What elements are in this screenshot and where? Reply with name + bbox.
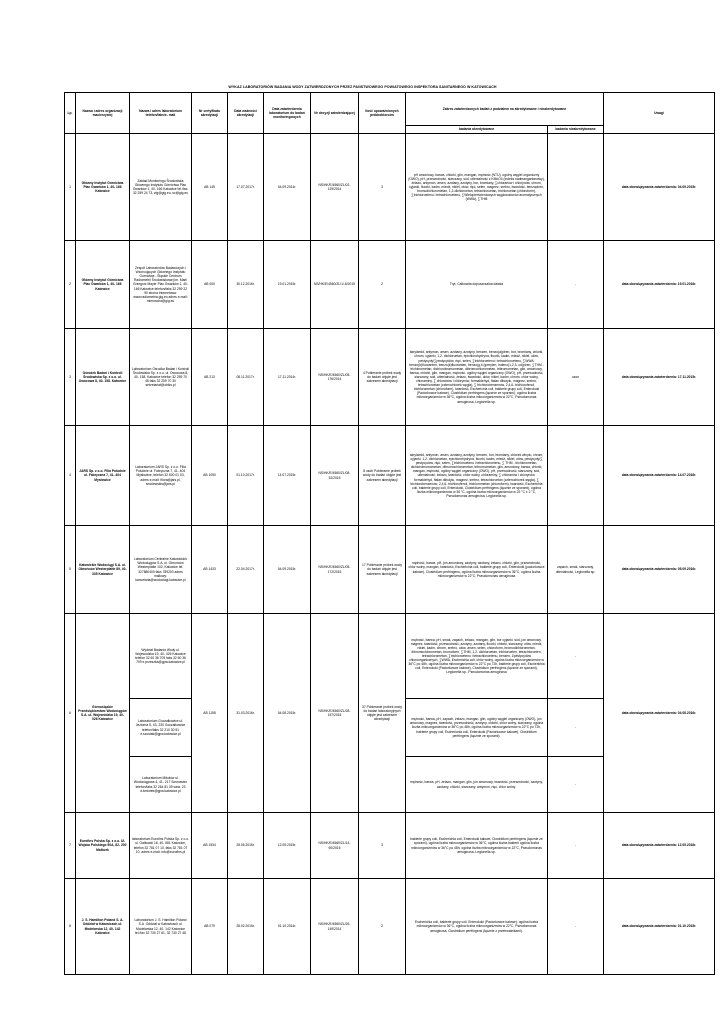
non-accredited-cell: - bbox=[548, 757, 604, 813]
non-accredited-cell: zapach, smak, siarczany, utlenialność, Legionella sp. bbox=[548, 526, 604, 614]
approval-date-cell: 17.11.2014r. bbox=[264, 329, 311, 426]
header-count: Ilość upoważnionych próbkobiorców bbox=[359, 93, 406, 134]
accredited-cell: mętność, barwa, pH, żelazo, mangan, glin, jon amonowy, twardość, przewodność, azotyny, azotany, chlorki, siarczany, antymon, rtęć, chlor wolny. bbox=[406, 757, 548, 813]
cert-cell: AB 079 bbox=[192, 879, 228, 975]
cert-cell: AB 1158 bbox=[192, 614, 228, 813]
count-cell: 17 Pobieranie próbek wody do badań objęte jest zakresem akredytacji bbox=[359, 526, 406, 614]
approval-date-cell: 04.09.2014r. bbox=[264, 134, 311, 241]
validity-cell: 01.10.2017r. bbox=[228, 426, 264, 526]
table-row bbox=[65, 614, 715, 699]
registrant-cell: Katowickie Wodociągi S.A. ul. Obrońców Westerplatte 89, 40- 335 Katowice bbox=[76, 526, 130, 614]
table-row bbox=[65, 879, 715, 975]
table-row bbox=[65, 329, 715, 426]
accredited-cell: mętność, barwa, pH, smak, zapach, żelazo, mangan, glin, bor cyjanki, sód, jon amonowy, magnez, twardość, przewodność, azotyny, azotany, fluorki, chlorki, siarczany, ołów, miedź, nikiel, kadm, chrom, srebro, ołów, arsen, selen, chloroform, bromodichlorometan, dibromochlorometan, bromoform, ∑THM, 1,2- dichloroetan, trichloroeten, tetrachloroeten, tetrachlorometan, ∑trichloroetenu i tetrachloroetenu, benzen, Zpestycydów chloroorganicznych, ∑WWA, Escherichia coli, chlor wolny, ogólna liczba mikroorganizmów w 36°C po 48h, ogólna liczba mikroorganizmów w 22°C po 72h, bakterie grupy coli, Escherichia coli, Enterokoki (Paciorkowce kałowe), Clostridium perfringens (łącznie ze sporami), Legionella sp., Pseudomonas aeruginosa bbox=[406, 614, 548, 699]
validity-cell: 08.11.2017r. bbox=[228, 329, 264, 426]
table-row bbox=[65, 526, 715, 614]
laboratory-table bbox=[64, 92, 715, 975]
row-number: 7 bbox=[65, 813, 76, 879]
header-scope: Zakres zatwierdzonych badań z podziałem na akredytowane i nieakredytowane bbox=[406, 93, 604, 126]
validity-cell: 28.05.2016r. bbox=[228, 813, 264, 879]
row-number: 5 bbox=[65, 526, 76, 614]
approval-date-cell: 04.08.2015r. bbox=[264, 614, 311, 813]
count-cell: 37 Pobieranie próbek wody do badań laboratoryjnych objęte jest zakresem akredytacji bbox=[359, 614, 406, 813]
cert-cell: AB 1090 bbox=[192, 426, 228, 526]
remarks-cell: data obowiązywania zatwierdzenia: 17.11.2015r. bbox=[604, 329, 715, 426]
remarks-cell: data obowiązywania zatwierdzenia: 01.10.2015r. bbox=[604, 879, 715, 975]
header-accredited: badania akredytowane bbox=[406, 126, 548, 134]
approval-date-cell: 04.09.2015r. bbox=[264, 526, 311, 614]
header-lab: Nazwa i adres laboratorium telefon/faks/e- mail bbox=[130, 93, 192, 134]
count-cell: 2 bbox=[359, 879, 406, 975]
count-cell: 4 Pobieranie próbek wody do badań objęte jest zakresem akredytacji bbox=[359, 329, 406, 426]
accredited-cell: akrylamid, antymon, arsen, azotany, azotyny, benzen, bor, bromiany, chlorek winylu, chrom, cyjanki, 1,2- dichloroetan, epichlorohydryna, fluorki, kadm, miedź, nikiel, ołów, pestycydy/∑ pestycydów, rtęć, selen, ∑trichloroetenu i tetrachloroetenu, ∑ THM - trichlorometan, dichlorobromometan, dibromochlorometan, tribromometan, glin, amoniowy, barwa, chlorki, mangan, mętność, ogólny węgiel organiczny (OWO), pH, przewodność, siarczany, sód, utlenialność, żelazo, twardość, chlor wolny, chloraminy, ∑ chlorańów i chlorynów, formaldehyd, ftalan dibutylu, magnez, srebro, tetrachloroetan (czterochlorek węgla), ∑ trichlorobenzenów, 2,4,6- trichlorofenol, trichlorometan (chloroform), twardość, Escherichia coli, bakterie grupy coli, Enterokoki, Clostridium perfringens (łącznie ze sporami), ogólna liczba mikroorganizmów w 36 °C, ogólna liczba mikroorganizmów w 22 °C ± 2 °C, Pseudomonas aeruginosa, Legionella sp. bbox=[406, 426, 548, 526]
lab-cell: Wydział Badania Wody ul. Wojewódzka 19, 40- 026 Katowice telefon 32 60 36 709 faks 32 60 36 709 e.przeszka@gpw.katowice.pl bbox=[130, 614, 192, 699]
approval-date-cell: 12.05.2015r. bbox=[264, 813, 311, 879]
header-remarks: Uwagi bbox=[604, 93, 715, 134]
validity-cell: 31.03.2016r. bbox=[228, 614, 264, 813]
decision-cell: NS/HK/E/4560/ZL/05-176/2014 bbox=[311, 329, 359, 426]
row-number: 8 bbox=[65, 879, 76, 975]
decision-cell: NS/HK/E/4560/ZL/14-90/2015 bbox=[311, 813, 359, 879]
validity-cell: 30.12.2016r. bbox=[228, 241, 264, 329]
remarks-cell: data obowiązywania zatwierdzenia: 04.09.2015r. bbox=[604, 134, 715, 241]
non-accredited-cell: - bbox=[548, 614, 604, 699]
accredited-cell: mętność, barwa, pH, jon amoniowy, azotyny, azotany, żelazo, chlorki, glin, przewodność, chlor wolny, mangan, twardość, Escherichia coli, bakterie grupy coli, Enterokoki (paciorkowce kałowe), Clostridium perfringens, ogólna liczba mikroorganizmów w 36°C, ogólna liczba mikroorganizmów w 22°C, Pseudomonas aeruginosa bbox=[406, 526, 548, 614]
non-accredited-cell bbox=[548, 426, 604, 526]
table-row bbox=[65, 813, 715, 879]
row-number: 3 bbox=[65, 329, 76, 426]
cert-cell: AB 145 bbox=[192, 134, 228, 241]
registrant-cell: JARS Sp. z o.o. Filia Południe ul. Fabryczna 7, 41- 404 Mysłowice bbox=[76, 426, 130, 526]
lab-cell: Laboratorium JARS Sp. z o.o. Filia Południe ul. Fabryczna 7, 41- 404 Mysłowice, telefon 32 600 01 03, adres e-mail: lfiora@jars.pl, smolewskis@jars.pl bbox=[130, 426, 192, 526]
approval-date-cell: 14.07.2015r. bbox=[264, 426, 311, 526]
header-lp: Lp. bbox=[65, 93, 76, 134]
lab-cell: Laboratorium Ośrodka Badań i Kontroli Środowiska Sp. z o.o. ul. Owocowa 8, 40- 158. Katowice telefon 32 259 70 46 faks 32 259 70 30 sekretariat@obiks.pl bbox=[130, 329, 192, 426]
document-title: WYKAZ LABORATORIÓW BADANIA WODY ZATWIERDZONYCH PRZEZ PAŃSTWOWEGO POWIATOWEGO INSPEKTORA SANITARNEGO W KATOWICACH bbox=[228, 85, 497, 89]
remarks-cell: data obowiązywania zatwierdzenia: 05.09.2016r. bbox=[604, 526, 715, 614]
validity-cell: 28.02.2015r. bbox=[228, 879, 264, 975]
accredited-cell: pH amoniowy, barwa, chlorki, glin, mangan, mętność (NTU), ogólny węgiel organiczny (OWO), pH, przewodność, siarczany, sód, utlenialność z KMnO4 (indeks nadmanganianowy), żelazo, antymon, arsen, azotany, azotyny, bor, bromiany, ∑chlorańów i chlorynów, chrom, cyjanki, fluorki, kadm, miedź, nikiel, ołów, rtęć, selen, magnez, srebro, twardość, benzopiren, bromodichlorometan, 1,2-dichloroetan, tetrachloroetan, trichloroetan (chloroform), ∑trichloroetenu i tetrachloroetenu, ∑Wielopierścieniowych węglowodorów aromatycznych (WWA), ∑THM bbox=[406, 134, 548, 241]
approval-date-cell: 01.10.2014r. bbox=[264, 879, 311, 975]
lab-cell: Zakład Monitoringu Środowiska Głównego Instytutu Górnictwa Plac Gwarków 1, 40- 166 Katowice tel./fax: 32 259 24 73, zlg@gig.eu, sc@gig.eu bbox=[130, 134, 192, 241]
lab-cell: Laboratorium Mikołów ul. Wodociągowa 4, 41- 217 Sosnowiec telefon/faks 32 264 81 39 wew. 23 d.kmiotek@gpw.katowice.pl bbox=[130, 757, 192, 813]
lab-cell: Laboratorium J. S. Hamilton Poland S.A. Oddział w Katowicach ul. Modelarska 12, 40- 142 Katowice tel./fax 32 730 27 61, 32 730 27 48 bbox=[130, 879, 192, 975]
cert-cell: AB 1534 bbox=[192, 813, 228, 879]
decision-cell: NS/HK/E/4560/ZL/08-32/2015 bbox=[311, 426, 359, 526]
remarks-cell: data obowiązywania zatwierdzenia: 14.07.2016r. bbox=[604, 426, 715, 526]
accredited-cell: Tryt, Całkowita dopuszczalna dawka bbox=[406, 241, 548, 329]
decision-cell: NS/HK/E/4560/ZL/26-149/2014 bbox=[311, 879, 359, 975]
lab-cell: laboratorium Eurofins Polska Sp. z o.o. ul. Gatkowki 16, 40- 581 Katowice, telefon 32 781 07 10, faks 32 781 07 10, adres e-mail: info@eurofins.pl bbox=[130, 813, 192, 879]
row-number: 6 bbox=[65, 614, 76, 813]
row-number: 4 bbox=[65, 426, 76, 526]
registrant-cell: Eurofins Polska Sp. z o.o. Ul. Wojska Polskiego 90A, 82- 200 Malbork bbox=[76, 813, 130, 879]
count-cell: 3 bbox=[359, 134, 406, 241]
header-approval-date: Data zatwierdzenia laboratorium do badań monitoringowych bbox=[264, 93, 311, 134]
remarks-cell: data obowiązywania zatwierdzenia: 04.08.2016r. bbox=[604, 614, 715, 813]
accredited-cell: akrylamid, antymon, arsen, azotany, azotyny, benzen, benzo(a)piren, bor, bromiany, chlorki, chrom, cyjanki, 1,2- dichloroetan, epichlorohydryna, fluorki, kadm, miedź, nikiel, ołów, pestycydy/∑pestycydów, rtęć, selen, ∑trichloroetenu i tetrachloroetenu, ∑WWA: benzo(b)fluoranten, benzo(k)fluoranten, benzo(g,h,i)perylen, indeno(1,2,3- cd)piren; ∑THM - trichlorometan, dichlorobromometan, dibromochlorometan, tribromometan, glin, amoniowy, barwa, chlorki, glin, mangan, mętność, ogólny węgiel organiczny (OWO), pH, przewodność, siarczany, sód, utlenialność, żelazo, twardość, ołów, nikiel, kadm, chrom, chlor wolny, chloraminy, ∑ chlorańów i chlorynów, formaldehyd, ftalan dibutylu, magnez, srebro, tetrachloroetan (czterochlorek węgla), ∑ trichlorobenzenów, 2,4,6- trichlorofenol, trichlorometan (chloroform), twardość, Escherichia coli, bakterie grupy coli, Enterokoki (Paciorkowce kałowe), Clostridium perfringens (łącznie ze sporami), ogólna liczba mikroorganizmów w 36°C, ogólna liczba mikroorganizmów w 22°C, Pseudomonas aeruginosa, Legionella sp. bbox=[406, 329, 548, 426]
count-cell: 3 bbox=[359, 813, 406, 879]
remarks-cell: data obowiązywania zatwierdzenia: 12.05.2016r. bbox=[604, 813, 715, 879]
table-row bbox=[65, 426, 715, 526]
non-accredited-cell: - bbox=[548, 241, 604, 329]
row-number: 1 bbox=[65, 134, 76, 241]
table-row bbox=[65, 241, 715, 329]
count-cell: 8 osób Pobieranie próbek wody do badań objęte jest zakresem akredytacji bbox=[359, 426, 406, 526]
non-accredited-cell: ozon bbox=[548, 329, 604, 426]
accredited-cell: mętność, barwa, pH, zapach, żelazo, mangan, glin, ogólny węgiel organiczny (OWO), jon amonowy, magnez, twardość, przewodność, azotyny, chlorki, chlor wolny, siarczany, ogólna liczba mikroorganizmów w 36°C po 48h, ogólna liczba mikroorganizmów w 22°C po 72h, bakterie grupy coli, Escherichia coli, Enterokoki (Paciorkowce kałowe), Clostridium perfringens (łącznie ze sporami). bbox=[406, 699, 548, 757]
non-accredited-cell: - bbox=[548, 699, 604, 757]
cert-cell: AB 213 bbox=[192, 329, 228, 426]
registrant-cell: Ośrodek Badań i Kontroli Środowiska Sp. z o.o. ul. Owocowa 8, 40- 158. Katowice bbox=[76, 329, 130, 426]
decision-cell: NS/HK/E/4560/ZL/05-172/2015 bbox=[311, 526, 359, 614]
cert-cell: AB 000 bbox=[192, 241, 228, 329]
registrant-cell: Górnośląskie Przedsiębiorstwo Wodociągów S.A. ul. Wojewódzka 19, 40- 026 Katowice bbox=[76, 614, 130, 813]
lab-cell: Laboratorium Centralne Katowickich Wodociągów S.A. ul. Obrońców Westerplatte 102, Katowice tel. 327880400 faks 789200 adres mailowy: kancelaria@wodociagi.katowice.pl bbox=[130, 526, 192, 614]
non-accredited-cell bbox=[548, 134, 604, 241]
accredited-cell: Escherichia coli, bakterie grupy coli, Enterokoki (Paciorkowce kałowe), ogólna liczba mikroorganizmów w 36°C, ogólna liczba mikroorganizmów w 22°C, Pseudomonas aeruginosa, Clostridium perfringens (łącznie z przetrwalnikami). bbox=[406, 879, 548, 975]
approval-date-cell: 19.01.2015r. bbox=[264, 241, 311, 329]
non-accredited-cell: - bbox=[548, 879, 604, 975]
registrant-cell: Główny Instytut Górnictwa Plac Gwarków 1, 40- 166 Katowice bbox=[76, 134, 130, 241]
count-cell: 2 bbox=[359, 241, 406, 329]
decision-cell: NS/HK/E/4560/ZL/02-129/2014 bbox=[311, 134, 359, 241]
accredited-cell: bakterie grupy coli, Escherichia coli, Enterokoki kałowe, Clostridium perfringens (łącznie ze sporami), ogólna liczba mikroorganizmów w 36°C, ogólna liczba bakterii ogólna liczba mikroorganizmów w 36°C po 48h, ogólna liczba mikroorganizmów w 22°C, Pseudomonas aeruginosa, Legionella sp. bbox=[406, 813, 548, 879]
header-validity: Data ważności akredytacji bbox=[228, 93, 264, 134]
remarks-cell: data obowiązywania zatwierdzenia: 19.01.2016r. bbox=[604, 241, 715, 329]
decision-cell: NS/HK/E/4560/ZL/1/-6/2015 bbox=[311, 241, 359, 329]
header-cert: Nr certyfikatu akredytacji bbox=[192, 93, 228, 134]
cert-cell: AB 1433 bbox=[192, 526, 228, 614]
header-non-accredited: badania nieakredytowane bbox=[548, 126, 604, 134]
decision-cell: NS/HK/E/4560/ZL/28-157/2015 bbox=[311, 614, 359, 813]
registrant-cell: Główny Instytut Górnictwa Plac Gwarków 1, 40- 166 Katowice bbox=[76, 241, 130, 329]
validity-cell: 22.04.2017r. bbox=[228, 526, 264, 614]
lab-cell: Zespół Laboratoriów Badawczych i Wzorcujących Głównego Instytutu Górnictwa - Śląskie Centrum Radiometrii Środowiskowej im. Marii Grzegorz Mayer Plac Gwarków 1, 40- 166 Katowice telefon/faks 32 259 22 90 strona internetowa: www.radiometria.gig.eu adres e-mail: mieroscha@gig.eu bbox=[130, 241, 192, 329]
row-number: 2 bbox=[65, 241, 76, 329]
registrant-cell: J. S. Hamilton Poland S. A. Oddział w Katowicach ul. Modelarska 12, 40- 142 Katowice bbox=[76, 879, 130, 975]
non-accredited-cell: - bbox=[548, 813, 604, 879]
table-row bbox=[65, 134, 715, 241]
validity-cell: 17.07.2017r. bbox=[228, 134, 264, 241]
header-registrant: Nazwa i adres organizacji macierzystej bbox=[76, 93, 130, 134]
header-decision: Nr decyzji zatwierdzającej bbox=[311, 93, 359, 134]
lab-cell: Laboratorium Goczałkowice ul. Jeziorna 5, 43- 230 Goczałkowice telefon/faks 32 210 30 51 e.szostak@gpw.katowice.pl bbox=[130, 699, 192, 757]
